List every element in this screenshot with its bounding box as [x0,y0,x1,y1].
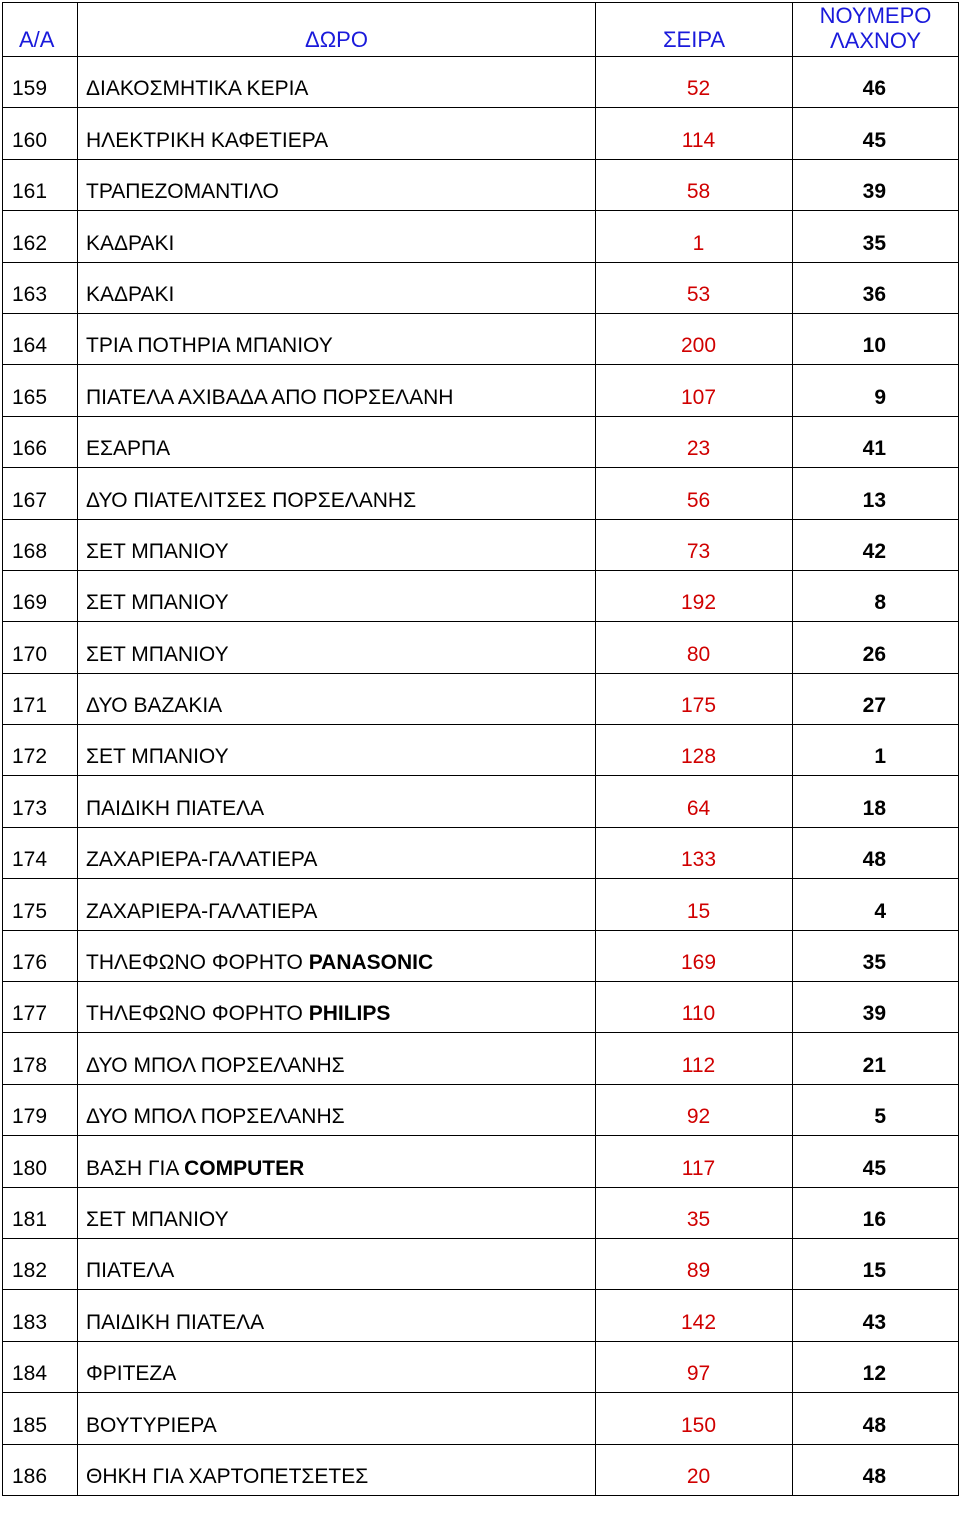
gift-text: ΣΕΤ ΜΠΑΝΙΟΥ [86,745,229,769]
cell-series: 15 [596,879,793,930]
gift-text: ΔΥΟ ΒΑΖΑΚΙΑ [86,694,223,718]
gift-text: ΠΙΑΤΕΛΑ ΑΧΙΒΑΔΑ ΑΠΟ ΠΟΡΣΕΛΑΝΗ [86,385,454,409]
gift-text: ΕΣΑΡΠΑ [86,437,171,461]
table-row [3,519,959,570]
cell-series: 97 [596,1341,793,1392]
cell-aa: 186 [3,1444,78,1495]
cell-series: 110 [596,982,793,1033]
gift-text: ΒΟΥΤΥΡΙΕΡΑ [86,1413,217,1437]
cell-series: 128 [596,725,793,776]
cell-series: 23 [596,416,793,467]
cell-aa: 159 [3,57,78,108]
table-row [3,1290,959,1341]
cell-ticket-number: 36 [793,262,959,313]
gift-text: ΔΥΟ ΜΠΟΛ ΠΟΡΣΕΛΑΝΗΣ [86,1053,345,1077]
cell-ticket-number: 9 [793,365,959,416]
gift-text: ΚΑΔΡΑΚΙ [86,231,175,255]
header-gift: ΔΩΡΟ [78,3,596,57]
cell-gift [78,1444,596,1495]
cell-gift [78,570,596,621]
cell-ticket-number: 45 [793,1136,959,1187]
cell-series: 114 [596,108,793,159]
cell-aa: 168 [3,519,78,570]
gift-text: ΔΙΑΚΟΣΜΗΤΙΚΑ ΚΕΡΙΑ [86,77,309,101]
table-row [3,1444,959,1495]
cell-aa: 180 [3,1136,78,1187]
table-row [3,1238,959,1289]
cell-aa: 174 [3,827,78,878]
gift-text: ΔΥΟ ΜΠΟΛ ΠΟΡΣΕΛΑΝΗΣ [86,1105,345,1129]
table-row [3,879,959,930]
cell-series: 58 [596,159,793,210]
cell-aa: 176 [3,930,78,981]
cell-gift [78,1187,596,1238]
cell-ticket-number: 4 [793,879,959,930]
gift-text: ΗΛΕΚΤΡΙΚΗ ΚΑΦΕΤΙΕΡΑ [86,128,329,152]
cell-ticket-number: 16 [793,1187,959,1238]
cell-aa: 182 [3,1238,78,1289]
cell-aa: 167 [3,468,78,519]
gift-brand-text: PHILIPS [308,1002,391,1026]
cell-ticket-number: 48 [793,1444,959,1495]
cell-aa: 175 [3,879,78,930]
cell-gift [78,1238,596,1289]
cell-aa: 179 [3,1084,78,1135]
lottery-results-table [2,2,959,1496]
gift-brand-text: PANASONIC [308,951,434,975]
table-row [3,1393,959,1444]
cell-series: 64 [596,776,793,827]
table-row [3,1084,959,1135]
table-row [3,673,959,724]
cell-ticket-number: 12 [793,1341,959,1392]
cell-aa: 166 [3,416,78,467]
table-row [3,57,959,108]
cell-aa: 183 [3,1290,78,1341]
header-ticket-number [793,3,959,57]
cell-ticket-number: 8 [793,570,959,621]
cell-gift [78,982,596,1033]
cell-gift [78,468,596,519]
cell-ticket-number: 5 [793,1084,959,1135]
gift-text: ΚΑΔΡΑΚΙ [86,282,175,306]
gift-text: ΠΑΙΔΙΚΗ ΠΙΑΤΕΛΑ [86,1310,265,1334]
cell-series: 150 [596,1393,793,1444]
cell-ticket-number: 39 [793,159,959,210]
cell-gift [78,1033,596,1084]
table-body [3,57,959,1496]
cell-ticket-number: 45 [793,108,959,159]
cell-series: 133 [596,827,793,878]
cell-gift [78,211,596,262]
cell-ticket-number: 42 [793,519,959,570]
cell-gift [78,1393,596,1444]
cell-gift [78,930,596,981]
cell-ticket-number: 27 [793,673,959,724]
cell-series: 52 [596,57,793,108]
table-row [3,1187,959,1238]
gift-text: ΔΥΟ ΠΙΑΤΕΛΙΤΣΕΣ ΠΟΡΣΕΛΑΝΗΣ [86,488,417,512]
cell-series: 1 [596,211,793,262]
cell-aa: 163 [3,262,78,313]
cell-series: 35 [596,1187,793,1238]
cell-aa: 170 [3,622,78,673]
cell-aa: 181 [3,1187,78,1238]
cell-gift [78,313,596,364]
cell-series: 56 [596,468,793,519]
cell-aa: 177 [3,982,78,1033]
cell-ticket-number: 21 [793,1033,959,1084]
cell-series: 112 [596,1033,793,1084]
cell-ticket-number: 48 [793,1393,959,1444]
cell-aa: 185 [3,1393,78,1444]
gift-text: ΠΙΑΤΕΛΑ [86,1259,175,1283]
cell-gift [78,108,596,159]
gift-text: ΠΑΙΔΙΚΗ ΠΙΑΤΕΛΑ [86,796,265,820]
table-row [3,211,959,262]
table-row [3,622,959,673]
cell-gift [78,57,596,108]
table-row [3,159,959,210]
header-series: ΣΕΙΡΑ [596,3,793,57]
cell-ticket-number: 18 [793,776,959,827]
gift-text: ΣΕΤ ΜΠΑΝΙΟΥ [86,539,229,563]
cell-series: 92 [596,1084,793,1135]
cell-series: 169 [596,930,793,981]
cell-ticket-number: 1 [793,725,959,776]
table-row [3,982,959,1033]
cell-ticket-number: 15 [793,1238,959,1289]
cell-series: 175 [596,673,793,724]
table-row [3,1136,959,1187]
table-row [3,365,959,416]
table-row [3,725,959,776]
table-row [3,1033,959,1084]
cell-aa: 161 [3,159,78,210]
table-row [3,1341,959,1392]
cell-gift [78,262,596,313]
cell-ticket-number: 48 [793,827,959,878]
gift-text: ΣΕΤ ΜΠΑΝΙΟΥ [86,1207,229,1231]
cell-gift [78,776,596,827]
cell-series: 142 [596,1290,793,1341]
gift-text: ΖΑΧΑΡΙΕΡΑ-ΓΑΛΑΤΙΕΡΑ [86,848,318,872]
cell-ticket-number: 35 [793,930,959,981]
cell-gift [78,416,596,467]
cell-ticket-number: 35 [793,211,959,262]
cell-gift [78,1136,596,1187]
cell-aa: 178 [3,1033,78,1084]
gift-text: ΖΑΧΑΡΙΕΡΑ-ΓΑΛΑΤΙΕΡΑ [86,899,318,923]
table-row [3,930,959,981]
cell-series: 192 [596,570,793,621]
cell-gift [78,519,596,570]
table-row [3,827,959,878]
cell-series: 53 [596,262,793,313]
cell-gift [78,622,596,673]
cell-ticket-number: 46 [793,57,959,108]
table-row [3,776,959,827]
table-row [3,262,959,313]
cell-series: 89 [596,1238,793,1289]
header-aa: Α/Α [3,3,78,57]
cell-gift [78,365,596,416]
cell-ticket-number: 39 [793,982,959,1033]
cell-gift [78,673,596,724]
header-ticket-number-line2: ΛΑΧΝΟΥ [829,28,921,53]
table-row [3,468,959,519]
cell-aa: 165 [3,365,78,416]
cell-aa: 184 [3,1341,78,1392]
gift-text: ΒΑΣΗ ΓΙΑ [86,1156,179,1180]
table-row [3,416,959,467]
cell-aa: 171 [3,673,78,724]
cell-gift [78,1290,596,1341]
cell-series: 80 [596,622,793,673]
cell-series: 107 [596,365,793,416]
cell-ticket-number: 10 [793,313,959,364]
cell-aa: 160 [3,108,78,159]
cell-gift [78,1084,596,1135]
cell-gift [78,827,596,878]
cell-aa: 162 [3,211,78,262]
cell-aa: 169 [3,570,78,621]
cell-gift [78,1341,596,1392]
table-header-row [3,3,959,57]
cell-series: 73 [596,519,793,570]
gift-text: ΤΡΙΑ ΠΟΤΗΡΙΑ ΜΠΑΝΙΟΥ [86,334,333,358]
cell-aa: 164 [3,313,78,364]
gift-text: ΣΕΤ ΜΠΑΝΙΟΥ [86,642,229,666]
cell-series: 20 [596,1444,793,1495]
cell-ticket-number: 26 [793,622,959,673]
cell-ticket-number: 13 [793,468,959,519]
gift-text: ΤΗΛΕΦΩΝΟ ΦΟΡΗΤΟ [86,951,303,975]
gift-brand-text: COMPUTER [184,1156,305,1180]
cell-ticket-number: 43 [793,1290,959,1341]
cell-ticket-number: 41 [793,416,959,467]
cell-series: 200 [596,313,793,364]
cell-aa: 172 [3,725,78,776]
gift-text: ΣΕΤ ΜΠΑΝΙΟΥ [86,591,229,615]
cell-gift [78,725,596,776]
table-row [3,108,959,159]
table-row [3,570,959,621]
gift-text: ΤΗΛΕΦΩΝΟ ΦΟΡΗΤΟ [86,1002,303,1026]
cell-gift [78,159,596,210]
gift-text: ΘΗΚΗ ΓΙΑ ΧΑΡΤΟΠΕΤΣΕΤΕΣ [86,1464,369,1488]
gift-text: ΤΡΑΠΕΖΟΜΑΝΤΙΛΟ [86,180,279,204]
header-ticket-number-line1: ΝΟΥΜΕΡΟ [819,3,932,28]
gift-text: ΦΡΙΤΕΖΑ [86,1362,177,1386]
cell-aa: 173 [3,776,78,827]
cell-gift [78,879,596,930]
cell-series: 117 [596,1136,793,1187]
table-row [3,313,959,364]
